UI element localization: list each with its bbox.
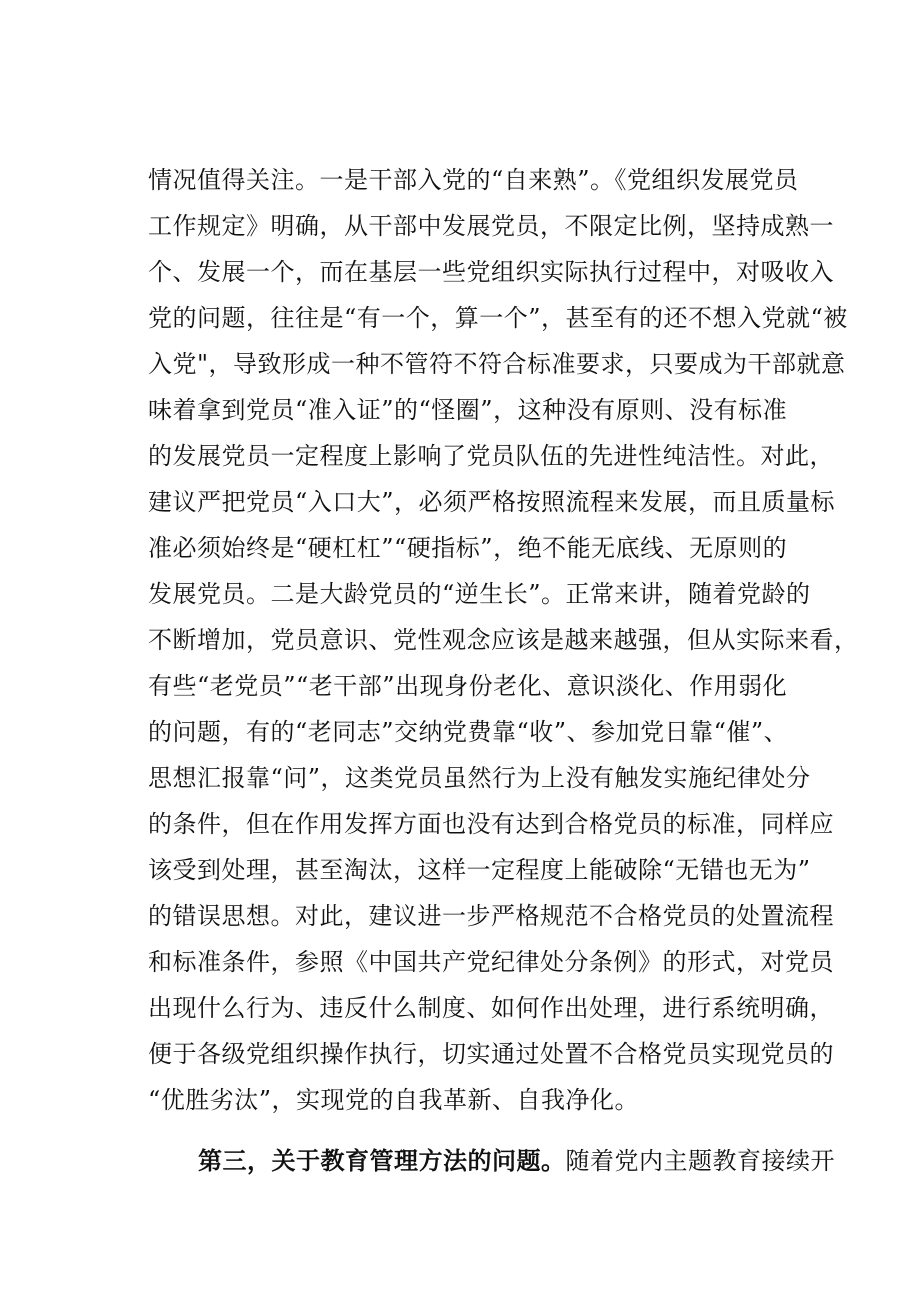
paragraph-line: “优胜劣汰”，实现党的自我革新、自我净化。 bbox=[148, 1086, 640, 1114]
paragraph-line: 个、发展一个，而在基层一些党组织实际执行过程中，对吸收入 bbox=[148, 258, 834, 286]
paragraph-line: 和标准条件，参照《中国共产党纪律处分条例》的形式，对党员 bbox=[148, 948, 834, 976]
paragraph-line: 的错误思想。对此，建议进一步严格规范不合格党员的处置流程 bbox=[148, 902, 834, 930]
paragraph-line: 工作规定》明确，从干部中发展党员，不限定比例，坚持成熟一 bbox=[148, 212, 834, 240]
section-heading-continuation: 随着党内主题教育接续开 bbox=[565, 1147, 835, 1175]
paragraph-line: 建议严把党员“入口大”，必须严格按照流程来发展，而且质量标 bbox=[148, 488, 836, 516]
paragraph-line: 味着拿到党员“准入证”的“怪圈”，这种没有原则、没有标准 bbox=[148, 396, 788, 424]
paragraph-line: 准必须始终是“硬杠杠”“硬指标”，绝不能无底线、无原则的 bbox=[148, 534, 788, 562]
paragraph-line: 的条件，但在作用发挥方面也没有达到合格党员的标准，同样应 bbox=[148, 810, 834, 838]
paragraph-line: 发展党员。二是大龄党员的“逆生长”。正常来讲，随着党龄的 bbox=[148, 580, 811, 608]
paragraph-line: 入党"，导致形成一种不管符不符合标准要求，只要成为干部就意 bbox=[148, 350, 846, 378]
paragraph-line: 该受到处理，甚至淘汰，这样一定程度上能破除“无错也无为” bbox=[148, 856, 811, 884]
paragraph-line: 不断增加，党员意识、党性观念应该是越来越强，但从实际来看， bbox=[148, 626, 859, 654]
paragraph-line: 出现什么行为、违反什么制度、如何作出处理，进行系统明确， bbox=[148, 994, 834, 1022]
paragraph-line: 的问题，有的“老同志”交纳党费靠“收”、参加党日靠“催”、 bbox=[148, 718, 789, 746]
paragraph-line: 情况值得关注。一是干部入党的“自来熟”。《党组织发展党员 bbox=[148, 166, 799, 194]
section-heading-line bbox=[198, 1146, 835, 1176]
paragraph-line: 思想汇报靠“问”，这类党员虽然行为上没有触发实施纪律处分 bbox=[148, 764, 811, 792]
paragraph-line: 有些“老党员”“老干部”出现身份老化、意识淡化、作用弱化 bbox=[148, 672, 788, 700]
paragraph-line: 党的问题，往往是“有一个，算一个”，甚至有的还不想入党就“被 bbox=[148, 304, 848, 332]
section-heading: 第三，关于教育管理方法的问题。 bbox=[198, 1146, 566, 1175]
paragraph-line: 的发展党员一定程度上影响了党员队伍的先进性纯洁性。对此， bbox=[148, 442, 834, 470]
paragraph-line: 便于各级党组织操作执行，切实通过处置不合格党员实现党员的 bbox=[148, 1040, 834, 1068]
